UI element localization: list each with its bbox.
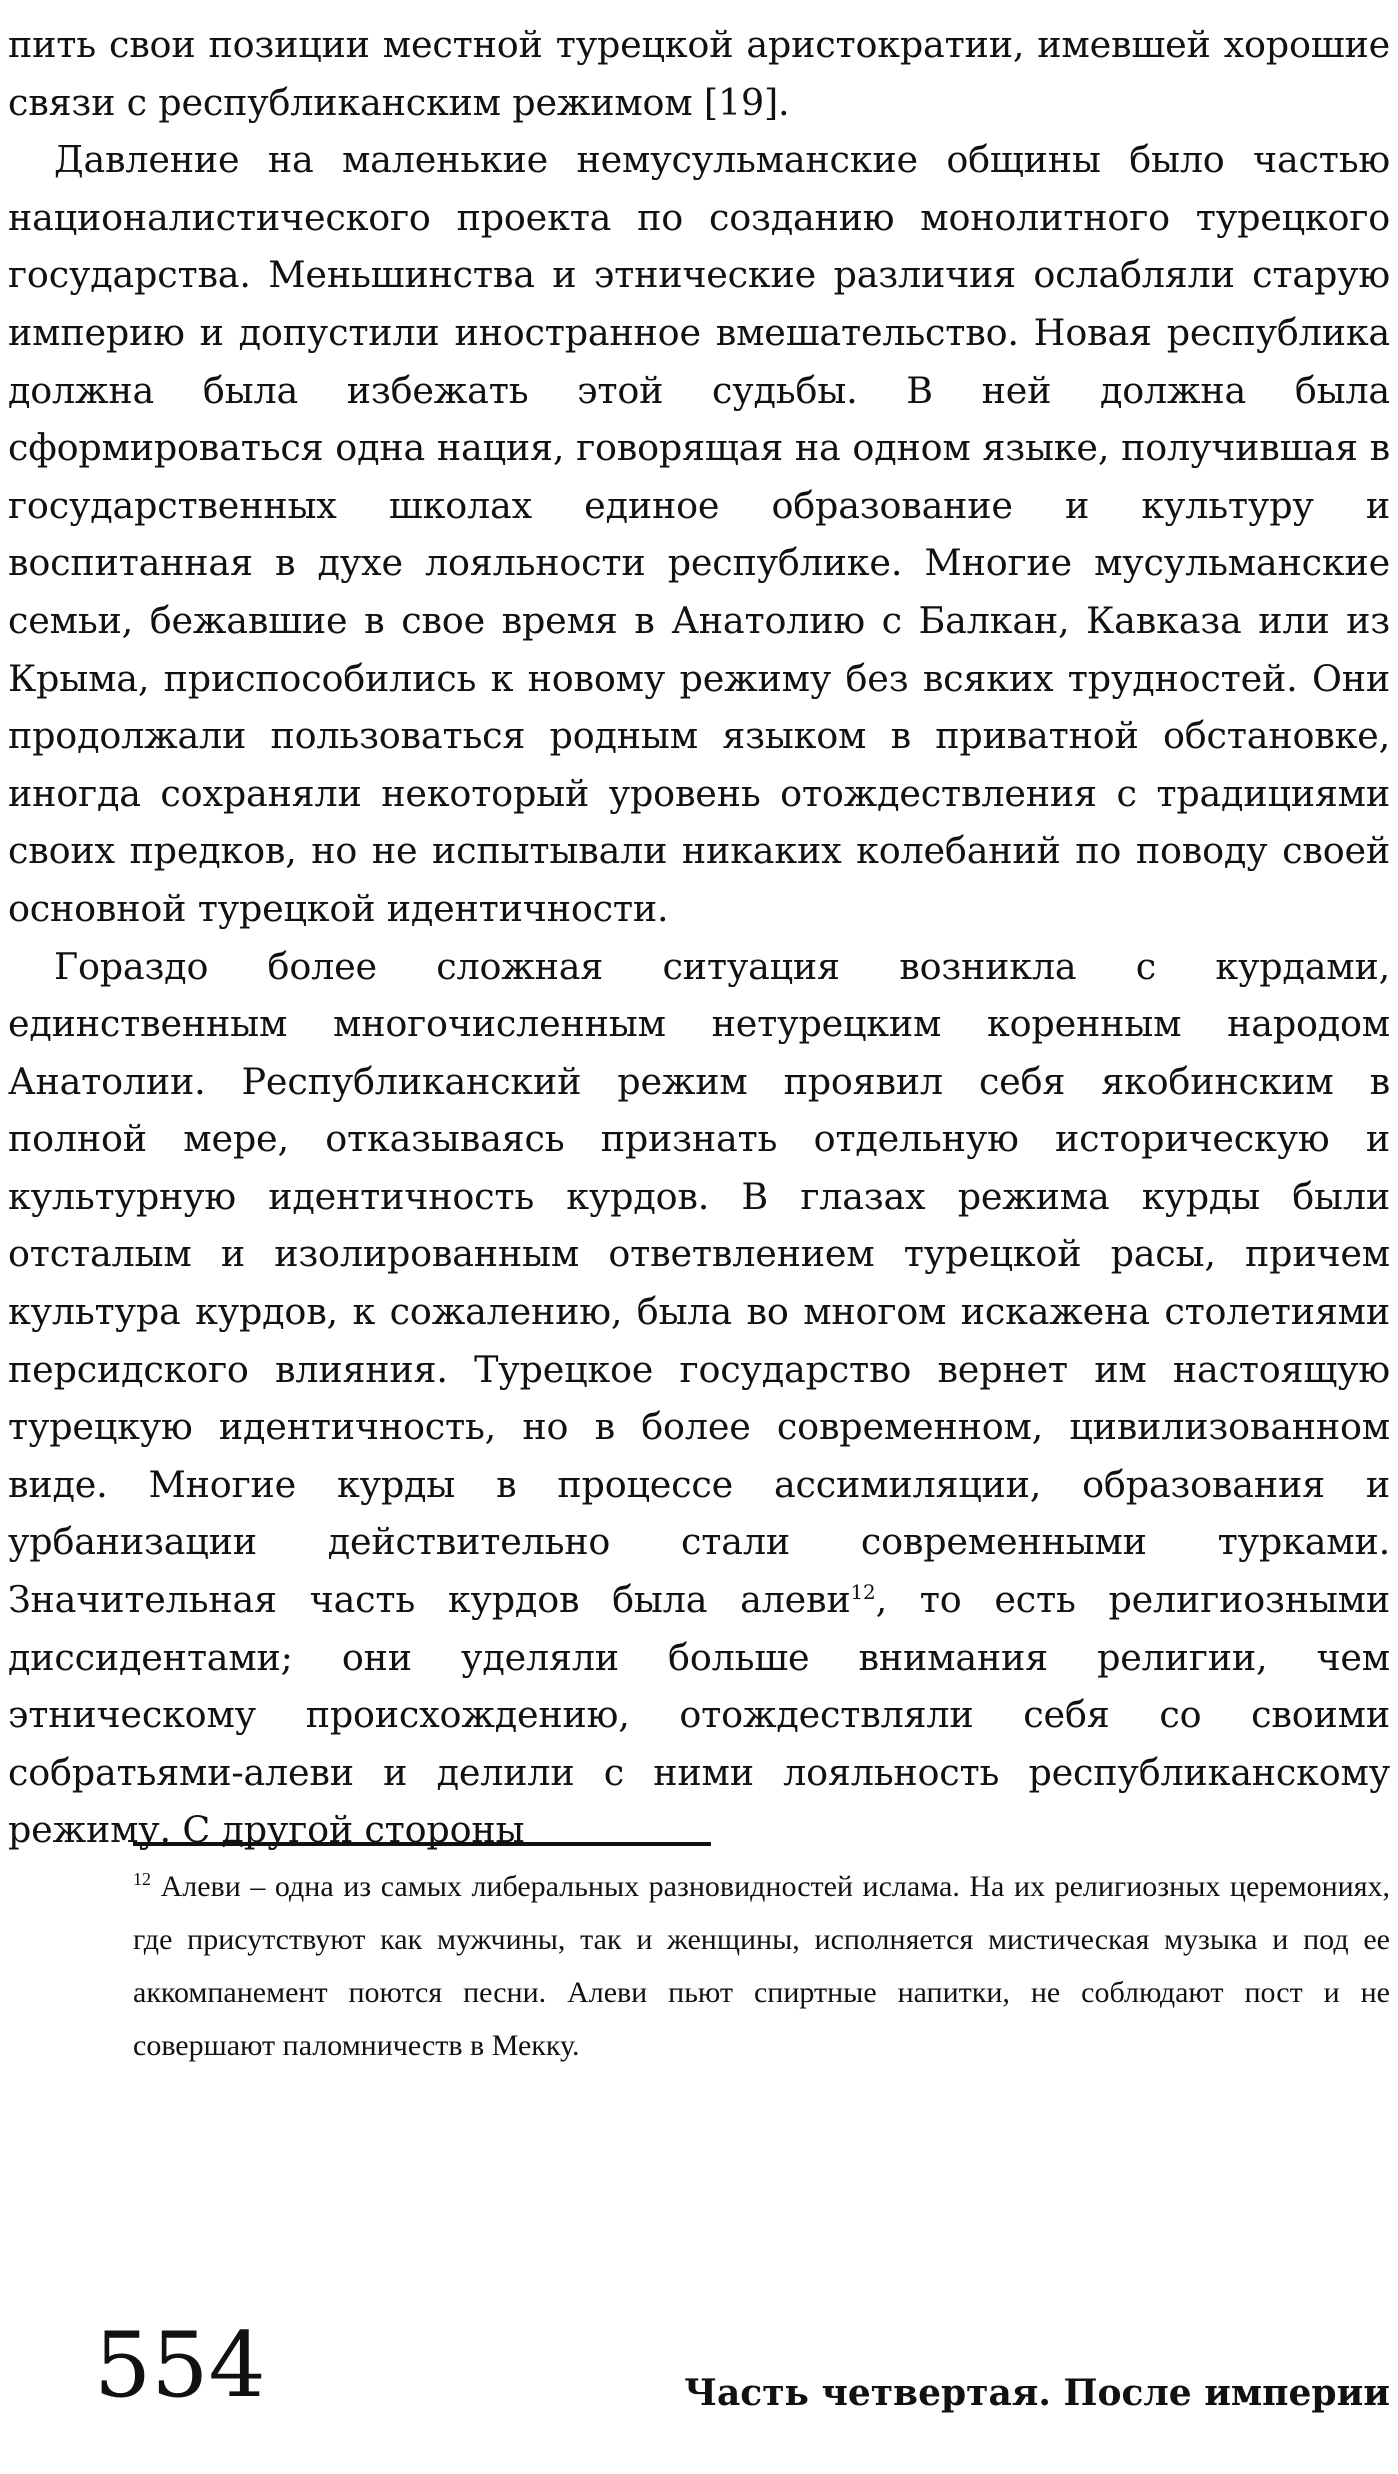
footnote-divider [133, 1842, 711, 1846]
running-footer-title: Часть четвертая. После империи [684, 2372, 1390, 2414]
footnote [133, 1860, 1390, 2072]
main-text [8, 16, 1390, 1859]
book-page [8, 0, 1390, 2474]
footnote-reference[interactable]: 12 [850, 1579, 876, 1604]
paragraph-continued: пить свои позиции местной турецкой аристократии, имевшей хорошие связи с республиканским режимом [19]. [8, 23, 1390, 124]
paragraph-kurds [8, 938, 1390, 1860]
footnote-marker: 12 [133, 1869, 151, 1889]
footnote-paragraph [133, 1860, 1390, 2072]
paragraph-kurds-part-2: , то есть религиозными диссидентами; они уделяли больше внимания религии, чем этническому происхождению, отождествляли себя со своими собратьями-алеви и делили с ними лояльность республиканскому режиму. С другой стороны [8, 1578, 1390, 1852]
paragraph-kurds-part-1: Гораздо более сложная ситуация возникла с курдами, единственным многочисленным нетурецким коренным народом Анатолии. Республиканский режим проявил себя якобинским в полной мере, отказываясь признать отдельную историческую и культурную идентичность курдов. В глазах режима курды были отсталым и изолированным ответвлением турецкой расы, причем культура курдов, к сожалению, была во многом искажена столетиями персидского влияния. Турецкое государство вернет им настоящую турецкую идентичность, но в более современном, цивилизованном виде. Многие курды в процессе ассимиляции, образования и урбанизации действительно стали современными турками. Значительная часть курдов была алеви [8, 944, 1390, 1622]
page-number: 554 [94, 2313, 266, 2418]
paragraph-minorities: Давление на маленькие немусульманские общины было частью националистического проекта по созданию монолитного турецкого государства. Меньшинства и этнические различия ослабляли старую империю и допустили иностранное вмешательство. Новая республика должна была избежать этой судьбы. В ней должна была сформироваться одна нация, говорящая на одном языке, получившая в государственных школах единое образование и культуру и воспитанная в духе лояльности республике. Многие мусульманские семьи, бежавшие в свое время в Анатолию с Балкан, Кавказа или из Крыма, приспособились к новому режиму без всяких трудностей. Они продолжали пользоваться родным языком в приватной обстановке, иногда сохраняли некоторый уровень отождествления с традициями своих предков, но не испытывали никаких колебаний по поводу своей основной турецкой идентичности. [8, 138, 1390, 930]
footnote-text: Алеви – одна из самых либеральных разновидностей ислама. На их религиозных церемониях, где присутствуют как мужчины, так и женщины, исполняется мистическая музыка и под ее аккомпанемент поются песни. Алеви пьют спиртные напитки, не соблюдают пост и не совершают паломничеств в Мекку. [133, 1870, 1390, 2062]
